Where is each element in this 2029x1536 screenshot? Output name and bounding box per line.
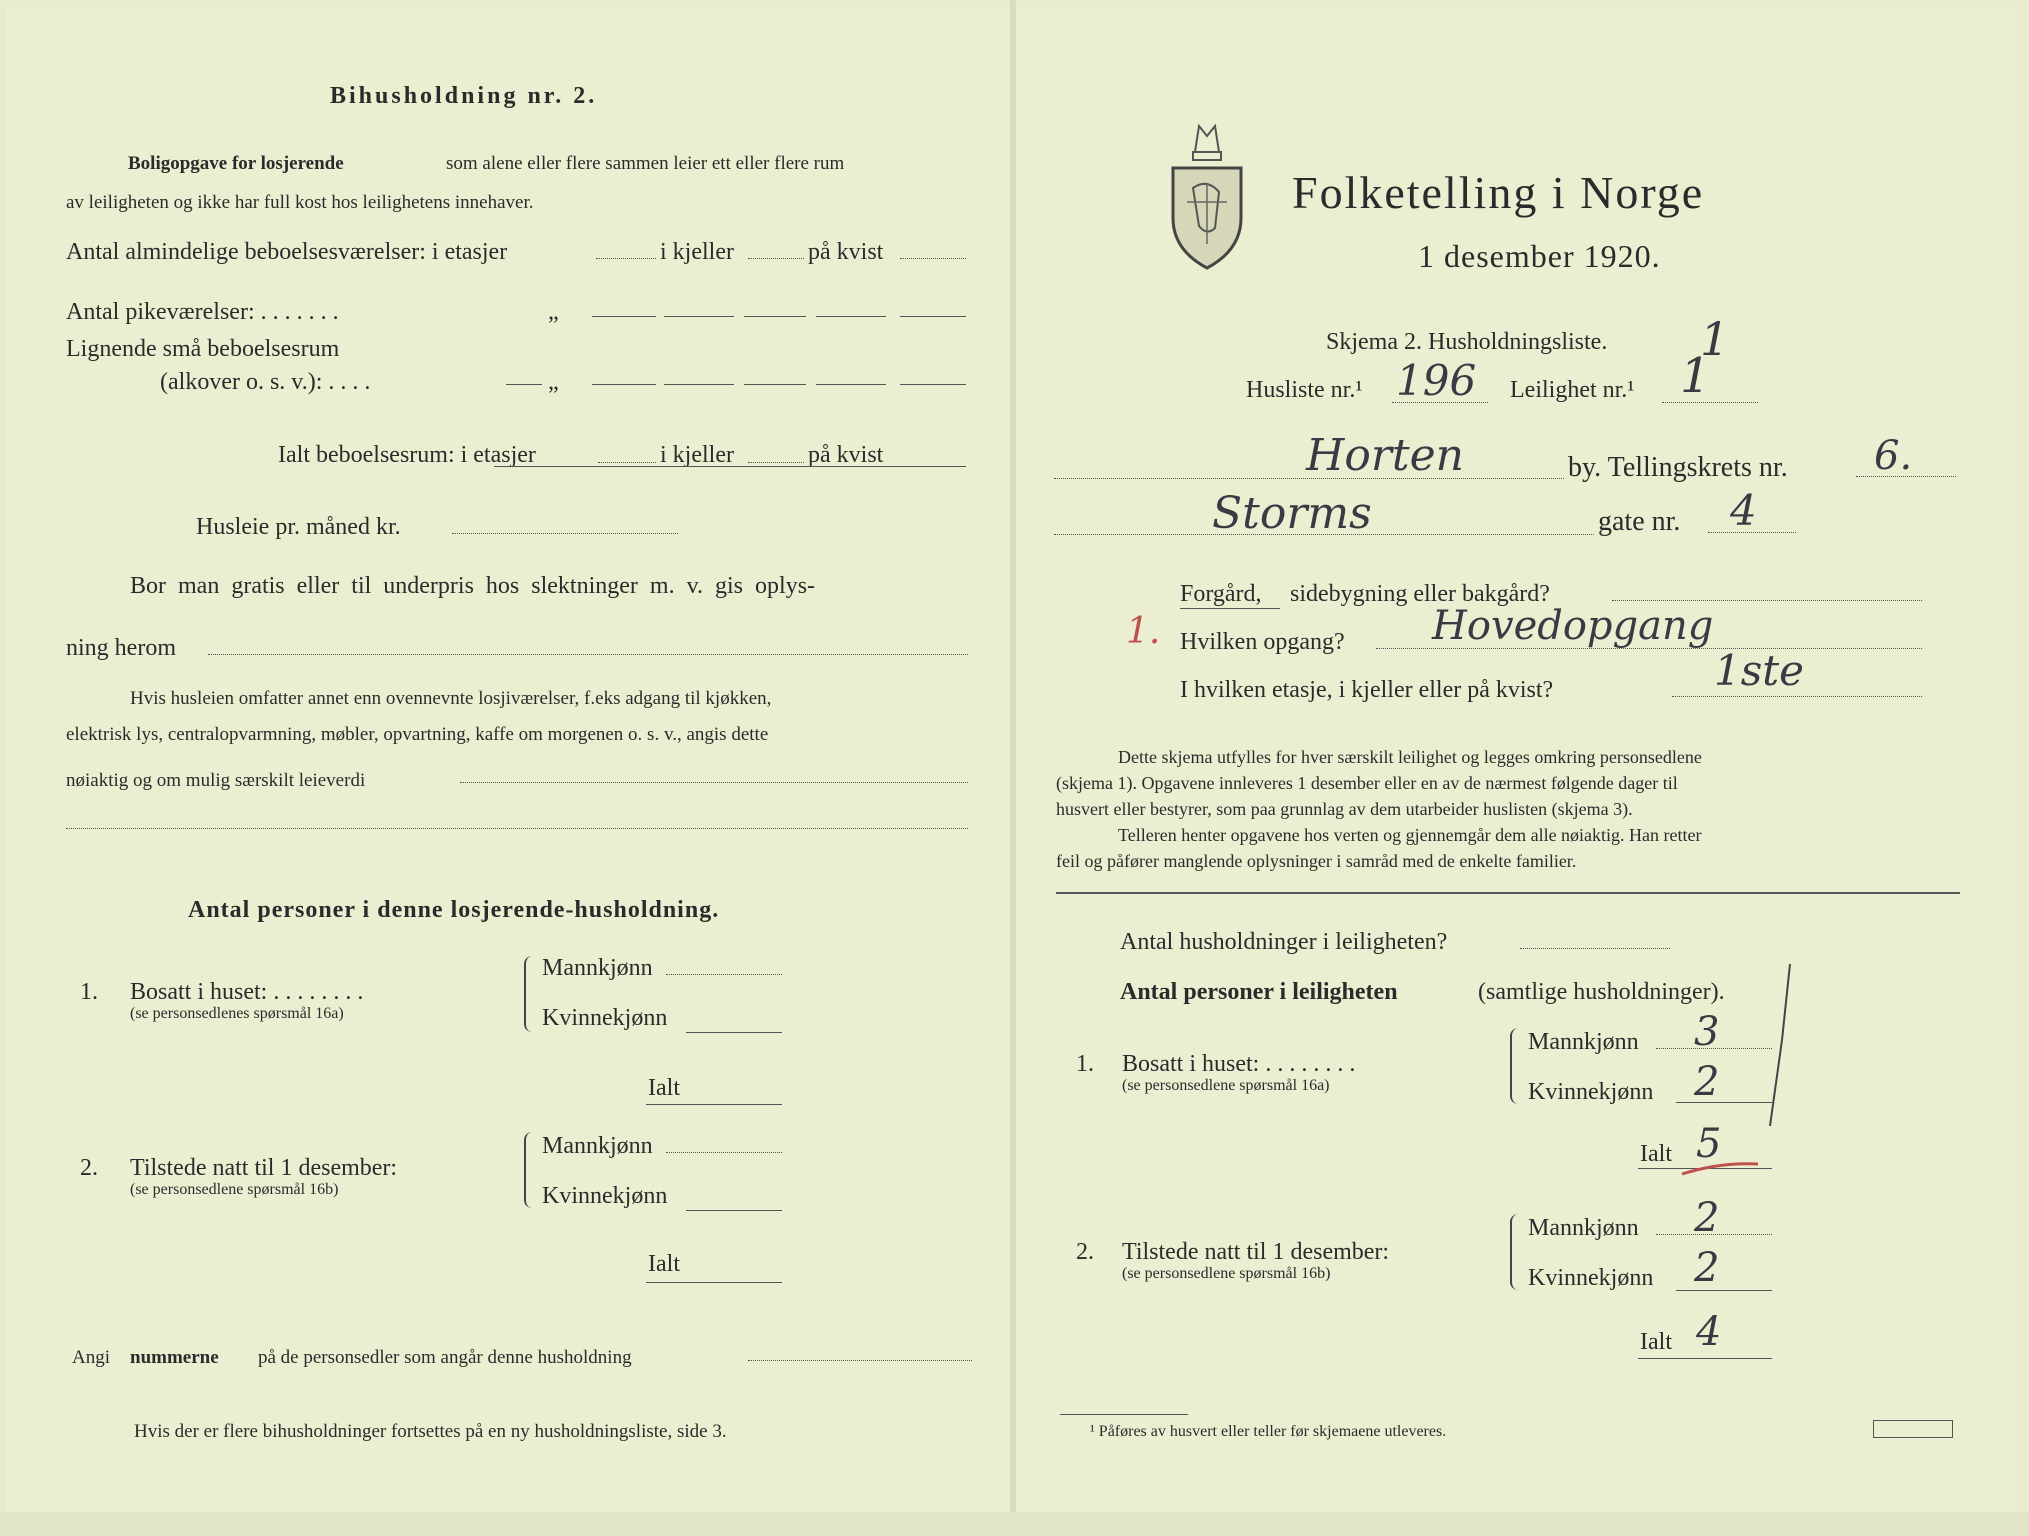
forgard-rest: sidebygning eller bakgård? xyxy=(1290,581,1550,607)
margin-mark: 1. xyxy=(1126,611,1161,652)
intro-line-2: av leiligheten og ikke har full kost hos leilighetens innehaver. xyxy=(66,192,534,213)
intro-bold: Boligopgave for losjerende xyxy=(128,153,344,174)
bor-line-2: ning herom xyxy=(66,635,176,661)
right-q2-mann: Mannkjønn xyxy=(1528,1215,1639,1241)
left-q2-label: Tilstede natt til 1 desember: xyxy=(130,1155,398,1181)
lignende-line-1: Lignende små beboelsesrum xyxy=(66,336,340,362)
right-q2-mann-value[interactable]: 2 xyxy=(1694,1195,1720,1241)
left-q2-sub: (se personsedlene spørsmål 16b) xyxy=(130,1181,339,1198)
by-value[interactable]: Horten xyxy=(1306,430,1464,481)
etasje-label: I hvilken etasje, i kjeller eller på kvist? xyxy=(1180,677,1554,703)
husleie-line[interactable] xyxy=(452,533,678,534)
right-q2-kvinne-value[interactable]: 2 xyxy=(1694,1245,1720,1291)
alkover-line-3[interactable] xyxy=(744,384,806,385)
skjema-label: Skjema 2. Husholdningsliste. xyxy=(1326,329,1608,355)
ialt-kvist: på kvist xyxy=(808,442,884,468)
right-q1-brace xyxy=(1510,1028,1522,1104)
hvis-line-3: nøiaktig og om mulig særskilt leieverdi xyxy=(66,770,366,791)
left-q1-ialt: Ialt xyxy=(648,1075,680,1101)
left-q2-num: 2. xyxy=(80,1155,98,1181)
right-q2-kvinne-line[interactable] xyxy=(1676,1290,1772,1291)
angi-post: på de personsedler som angår denne husholdning xyxy=(258,1347,632,1368)
right-q2-ialt: Ialt xyxy=(1640,1329,1672,1355)
bor-line-1: Bor man gratis eller til underpris hos slektninger m. v. gis oplys- xyxy=(130,573,816,599)
right-q2-mann-line[interactable] xyxy=(1656,1234,1772,1235)
page-fold xyxy=(1010,0,1016,1536)
ialt-kjeller: i kjeller xyxy=(660,442,734,468)
leilighet-line[interactable] xyxy=(1662,402,1758,403)
leilighet-label: Leilighet nr.¹ xyxy=(1510,377,1635,403)
hvis-line-2: elektrisk lys, centralopvarmning, møbler, opvartning, kaffe om morgenen o. s. v., angis dette xyxy=(66,724,769,745)
left-q2-kvinne: Kvinnekjønn xyxy=(542,1183,668,1209)
pencil-check-mark xyxy=(1760,960,1800,1130)
left-title: Bihusholdning nr. 2. xyxy=(330,83,598,109)
alkover-line-0[interactable] xyxy=(506,384,542,385)
right-q1-mann-line[interactable] xyxy=(1656,1048,1772,1049)
ialt-underline xyxy=(494,466,966,467)
ialt-etasjer-line[interactable] xyxy=(598,462,656,463)
gate-nr-value[interactable]: 4 xyxy=(1730,486,1757,535)
printer-stamp xyxy=(1873,1420,1953,1438)
husleie-label: Husleie pr. måned kr. xyxy=(196,514,401,540)
husliste-value[interactable]: 196 xyxy=(1396,356,1477,405)
note-line-1: Dette skjema utfylles for hver særskilt leilighet og legges omkring personsedlene xyxy=(1118,747,1702,767)
rooms-kvist-line[interactable] xyxy=(900,258,966,259)
skjema-value[interactable]: 1 xyxy=(1700,312,1730,366)
right-date: 1 desember 1920. xyxy=(1418,238,1661,274)
red-check-stroke xyxy=(1680,1158,1760,1180)
pike-label: Antal pikeværelser: . . . . . . . xyxy=(66,299,339,325)
right-q1-kvinne-value[interactable]: 2 xyxy=(1694,1059,1720,1105)
opgang-value[interactable]: Hovedopgang xyxy=(1432,603,1714,649)
bor-line[interactable] xyxy=(208,654,968,655)
right-q1-ialt-value[interactable]: 5 xyxy=(1696,1121,1722,1167)
note-line-4: Telleren henter opgavene hos verten og gjennemgår dem alle nøiaktig. Han retter xyxy=(1118,825,1702,845)
right-q2-sub: (se personsedlene spørsmål 16b) xyxy=(1122,1265,1331,1282)
etasje-value[interactable]: 1ste xyxy=(1714,646,1805,695)
antal-hush-label: Antal husholdninger i leiligheten? xyxy=(1120,929,1448,955)
lignende-line-2: (alkover o. s. v.): . . . . xyxy=(160,369,371,395)
by-line[interactable] xyxy=(1054,478,1564,479)
krets-line[interactable] xyxy=(1856,476,1956,477)
left-q1-label: Bosatt i huset: . . . . . . . . xyxy=(130,979,364,1005)
angi-line[interactable] xyxy=(748,1360,972,1361)
pike-line-4[interactable] xyxy=(816,316,886,317)
pike-line-2[interactable] xyxy=(664,316,734,317)
forgard-line[interactable] xyxy=(1612,600,1922,601)
right-q2-ialt-value[interactable]: 4 xyxy=(1696,1309,1722,1355)
left-q1-mann-line[interactable] xyxy=(666,974,782,975)
antal-pers-rest: (samtlige husholdninger). xyxy=(1478,979,1725,1005)
opgang-label: Hvilken opgang? xyxy=(1180,629,1345,655)
right-q2-kvinne: Kvinnekjønn xyxy=(1528,1265,1654,1291)
antal-pers-bold: Antal personer i leiligheten xyxy=(1120,979,1398,1005)
right-title: Folketelling i Norge xyxy=(1292,167,1705,218)
rooms-etasjer-line[interactable] xyxy=(596,258,656,259)
by-label: by. Tellingskrets nr. xyxy=(1568,452,1788,483)
gate-label: gate nr. xyxy=(1598,506,1681,537)
angi-bold: nummerne xyxy=(130,1347,219,1368)
intro-rest: som alene eller flere sammen leier ett eller flere rum xyxy=(446,153,845,174)
alkover-line-5[interactable] xyxy=(900,384,966,385)
left-q2-mann: Mannkjønn xyxy=(542,1133,653,1159)
ialt-rooms-label: Ialt beboelsesrum: i etasjer xyxy=(278,442,536,468)
left-footer: Hvis der er flere bihusholdninger fortsettes på en ny husholdningsliste, side 3. xyxy=(134,1421,727,1442)
rooms-kjeller-line[interactable] xyxy=(748,258,804,259)
gate-line[interactable] xyxy=(1054,534,1594,535)
leilighet-value[interactable]: 1 xyxy=(1680,348,1711,404)
pike-line-3[interactable] xyxy=(744,316,806,317)
gate-value[interactable]: Storms xyxy=(1212,488,1372,539)
right-q2-num: 2. xyxy=(1076,1239,1094,1265)
etasje-line[interactable] xyxy=(1672,696,1922,697)
left-q1-brace xyxy=(524,956,536,1032)
rooms-kvist: på kvist xyxy=(808,239,884,265)
note-line-2: (skjema 1). Opgavene innleveres 1 desember eller en av de nærmest følgende dager til xyxy=(1056,773,1678,793)
left-q1-num: 1. xyxy=(80,979,98,1005)
opgang-line[interactable] xyxy=(1376,648,1922,649)
hvis-line-extra[interactable] xyxy=(66,828,968,829)
antal-hush-line[interactable] xyxy=(1520,948,1670,949)
right-divider xyxy=(1056,892,1960,894)
right-q1-kvinne-line[interactable] xyxy=(1676,1102,1772,1103)
left-q2-mann-line[interactable] xyxy=(666,1152,782,1153)
right-q1-ialt: Ialt xyxy=(1640,1141,1672,1167)
left-q1-kvinne: Kvinnekjønn xyxy=(542,1005,668,1031)
left-q1-kvinne-line[interactable] xyxy=(686,1032,782,1033)
rooms-kjeller: i kjeller xyxy=(660,239,734,265)
right-q2-brace xyxy=(1510,1214,1522,1290)
right-q2-ialt-line[interactable] xyxy=(1638,1358,1772,1359)
gate-nr-line[interactable] xyxy=(1708,532,1796,533)
alkover-line-1[interactable] xyxy=(592,384,656,385)
left-page xyxy=(6,8,1010,1513)
ialt-kjeller-line[interactable] xyxy=(748,462,804,463)
right-q1-mann: Mannkjønn xyxy=(1528,1029,1639,1055)
alkover-line-4[interactable] xyxy=(816,384,886,385)
right-q1-mann-value[interactable]: 3 xyxy=(1694,1009,1720,1055)
forgard-underline xyxy=(1180,608,1280,609)
left-q1-ialt-line[interactable] xyxy=(646,1104,782,1105)
alkover-line-2[interactable] xyxy=(664,384,734,385)
hvis-line[interactable] xyxy=(460,782,968,783)
left-q2-ialt: Ialt xyxy=(648,1251,680,1277)
forgard-word: Forgård, xyxy=(1180,581,1262,607)
right-q2-label: Tilstede natt til 1 desember: xyxy=(1122,1239,1390,1265)
alkover-ditto: „ xyxy=(548,369,559,395)
angi-pre: Angi xyxy=(72,1347,110,1368)
husliste-label: Husliste nr.¹ xyxy=(1246,377,1363,403)
right-q1-label: Bosatt i huset: . . . . . . . . xyxy=(1122,1051,1356,1077)
husliste-line[interactable] xyxy=(1392,402,1488,403)
note-line-3: husvert eller bestyrer, som paa grunnlag av dem utarbeider huslisten (skjema 3). xyxy=(1056,799,1633,819)
rooms-label: Antal almindelige beboelsesværelser: i etasjer xyxy=(66,239,508,265)
hvis-line-1: Hvis husleien omfatter annet enn ovennevnte losjiværelser, f.eks adgang til kjøkken, xyxy=(130,688,772,709)
left-q1-mann: Mannkjønn xyxy=(542,955,653,981)
pike-ditto: „ xyxy=(548,299,559,325)
left-q1-sub: (se personsedlenes spørsmål 16a) xyxy=(130,1005,344,1022)
scan-bottom-edge xyxy=(0,1512,2029,1536)
krets-value[interactable]: 6. xyxy=(1874,433,1913,479)
footnote: ¹ Påføres av husvert eller teller før skjemaene utleveres. xyxy=(1090,1423,1447,1440)
footnote-rule xyxy=(1060,1414,1188,1415)
pike-line-5[interactable] xyxy=(900,316,966,317)
right-q1-sub: (se personsedlene spørsmål 16a) xyxy=(1122,1077,1330,1094)
left-q2-ialt-line[interactable] xyxy=(646,1282,782,1283)
pike-line-1[interactable] xyxy=(592,316,656,317)
left-q2-kvinne-line[interactable] xyxy=(686,1210,782,1211)
left-antal-heading: Antal personer i denne losjerende-husholdning. xyxy=(188,897,720,923)
norway-coat-of-arms-icon xyxy=(1165,118,1249,270)
left-q2-brace xyxy=(524,1132,536,1208)
right-q1-num: 1. xyxy=(1076,1051,1094,1077)
note-line-5: feil og påfører manglende oplysninger i samråd med de enkelte familier. xyxy=(1056,851,1577,871)
right-q1-kvinne: Kvinnekjønn xyxy=(1528,1079,1654,1105)
